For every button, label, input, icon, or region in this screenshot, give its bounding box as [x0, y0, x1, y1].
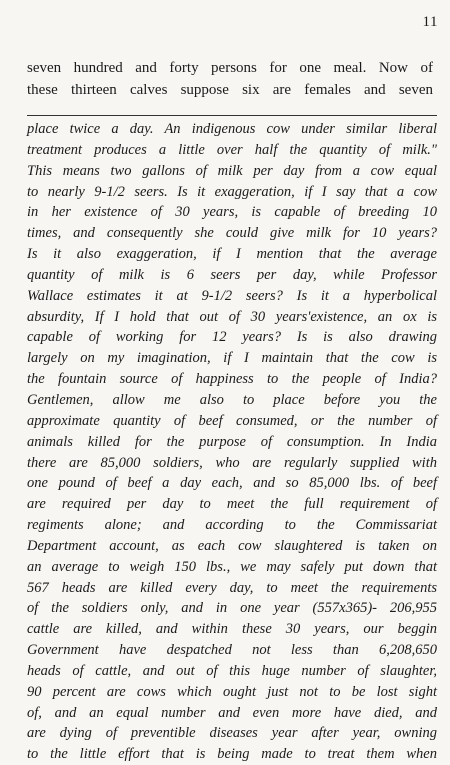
text-line: Is it also exaggeration, if I mention that the average: [27, 246, 437, 263]
divider: [27, 115, 437, 116]
text-line: approximate quantity of beef consumed, or the number of: [27, 412, 437, 429]
text-line: seven hundred and forty persons for one meal. Now of: [27, 60, 433, 76]
text-line: Wallace estimates it at 9-1/2 seers? Is it a hyperbolical: [27, 287, 437, 304]
text-line: to the little effort that is being made to treat them when: [27, 746, 437, 763]
text-line: treatment produces a little over half the quantity of milk.": [27, 141, 437, 158]
text-line: are dying of preventible diseases year after year, owning: [27, 725, 437, 742]
page-number: 11: [422, 14, 438, 30]
text-line: absurdity, If I hold that out of 30 years'existence, an ox is: [27, 308, 437, 325]
text-line: one pound of beef a day each, and so 85,000 lbs. of beef: [27, 475, 437, 492]
text-line: 567 heads are killed every day, to meet the requirements: [27, 579, 437, 596]
text-line: Department account, as each cow slaughtered is taken on: [27, 537, 437, 554]
text-line: an average to weigh 150 lbs., we may safely put down that: [27, 558, 437, 575]
text-line: largely on my imagination, if I maintain that the cow is: [27, 350, 437, 367]
text-line: of, and an equal number and even more have died, and: [27, 704, 437, 721]
text-line: there are 85,000 soldiers, who are regularly supplied with: [27, 454, 437, 471]
text-line: to nearly 9-1/2 seers. Is it exaggeration, if I say that a cow: [27, 183, 437, 200]
text-line: quantity of milk is 6 seers per day, while Professor: [27, 266, 437, 283]
text-line: Gentlemen, allow me also to place before you the: [27, 391, 437, 408]
text-line: animals killed for the purpose of consumption. In India: [27, 433, 437, 450]
text-line: 90 percent are cows which ought just not to be lost sight: [27, 683, 437, 700]
text-line: heads of cattle, and out of this huge number of slaughter,: [27, 662, 437, 679]
text-line: times, and consequently she could give milk for 10 years?: [27, 225, 437, 242]
text-line: Government have despatched not less than 6,208,650: [27, 642, 437, 659]
text-line: This means two gallons of milk per day from a cow equal: [27, 162, 437, 179]
text-line: of the soldiers only, and in one year (557x365)- 206,955: [27, 600, 437, 617]
text-line: capable of working for 12 years? Is is also drawing: [27, 329, 437, 346]
text-line: are required per day to meet the full requirement of: [27, 496, 437, 513]
top-paragraph: [27, 57, 433, 101]
text-line: in her existence of 30 years, is capable of breeding 10: [27, 204, 437, 221]
text-line: cattle are killed, and within these 30 years, our beggin: [27, 621, 437, 638]
text-line: regiments alone; and according to the Commissariat: [27, 517, 437, 534]
quoted-paragraph: [27, 119, 437, 765]
text-line: the fountain source of happiness to the people of India?: [27, 371, 437, 388]
text-line: these thirteen calves suppose six are females and seven: [27, 82, 433, 98]
text-line: place twice a day. An indigenous cow under similar liberal: [27, 121, 437, 137]
